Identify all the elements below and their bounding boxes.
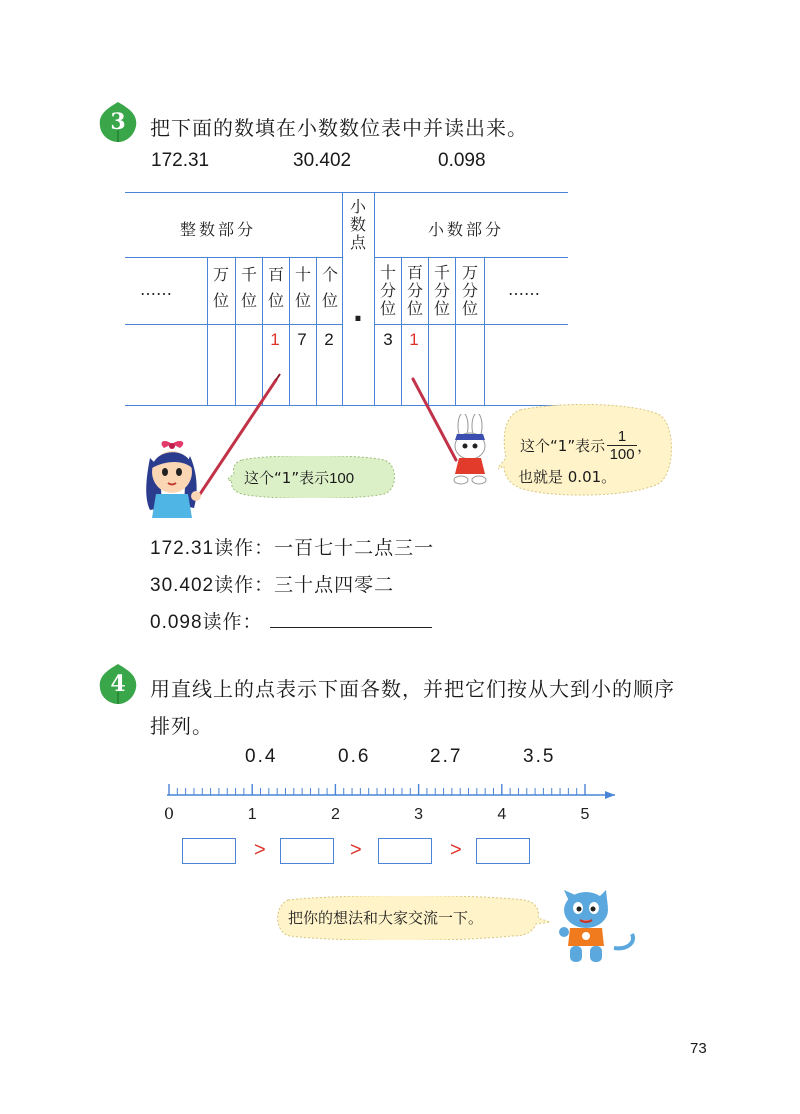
reading-line-1: 172.31读作：一百七十二点三一 (150, 537, 435, 559)
digit-tens: 7 (297, 330, 307, 349)
answer-box-3[interactable] (378, 838, 432, 864)
place-bai: 百 位 (267, 265, 284, 310)
arrow-right-icon (605, 791, 615, 799)
value-1: 0.4 (245, 746, 278, 767)
digit-hundreds: 1 (270, 330, 280, 349)
rabbit-speech-bubble-line2: 也就是 0.01。 (518, 468, 617, 486)
place-qian: 千 位 (240, 265, 257, 310)
number-line[interactable] (150, 778, 640, 826)
problem-3-instruction: 把下面的数填在小数数位表中并读出来。 (150, 116, 528, 140)
greater-than-1: > (254, 839, 266, 861)
greater-than-2: > (350, 839, 362, 861)
decimal-part-header: 小数部分 (428, 220, 505, 239)
number-2: 30.402 (293, 150, 352, 171)
problem-4-badge (96, 662, 140, 706)
place-thousandths: 千 分 位 (433, 263, 450, 318)
number-1: 172.31 (151, 150, 210, 171)
axis-label-3: 3 (414, 806, 424, 823)
number-3: 0.098 (438, 150, 486, 171)
cat-illustration (556, 880, 640, 966)
pointer-sticks (0, 0, 800, 520)
decimal-point-symbol: · (352, 302, 364, 335)
girl-speech-bubble: 这个“1”表示100 (244, 469, 355, 487)
place-shi: 十 位 (294, 265, 311, 310)
reading-answer-blank[interactable] (270, 627, 432, 628)
value-2: 0.6 (338, 746, 371, 767)
rabbit-speech-bubble-line1: 这个“1”表示 1 100 ， (520, 428, 653, 463)
answer-box-2[interactable] (280, 838, 334, 864)
rabbit-illustration (445, 414, 495, 486)
problem-4-number: 4 (110, 671, 126, 697)
decimal-point-header: 小 数 点 (349, 197, 366, 252)
axis-label-0: 0 (163, 804, 175, 823)
ellipsis-right: …… (508, 280, 540, 299)
answer-box-1[interactable] (182, 838, 236, 864)
value-4: 3.5 (523, 746, 556, 767)
place-ten-thousandths: 万 分 位 (461, 263, 478, 318)
value-3: 2.7 (430, 746, 463, 767)
axis-label-5: 5 (580, 806, 590, 823)
axis-label-4: 4 (497, 806, 507, 823)
place-tenths: 十 分 位 (379, 263, 396, 318)
problem-3-number: 3 (110, 109, 126, 135)
ellipsis-left: …… (140, 280, 172, 299)
place-ge: 个 位 (321, 265, 338, 310)
digit-hundredths: 1 (409, 330, 419, 349)
girl-illustration (136, 438, 216, 518)
integer-part-header: 整数部分 (180, 220, 257, 239)
problem-4-instruction-line2: 排列。 (150, 714, 213, 738)
reading-line-3: 0.098读作： (150, 611, 263, 633)
place-wan: 万 位 (212, 265, 229, 310)
reading-line-2: 30.402读作：三十点四零二 (150, 574, 395, 596)
fraction: 1 100 (607, 428, 637, 463)
place-hundredths: 百 分 位 (406, 263, 423, 318)
digit-ones: 2 (324, 330, 334, 349)
cat-speech-bubble: 把你的想法和大家交流一下。 (288, 909, 484, 927)
greater-than-3: > (450, 839, 462, 861)
page-number: 73 (690, 1040, 707, 1057)
axis-label-1: 1 (247, 806, 257, 823)
axis-label-2: 2 (330, 806, 340, 823)
digit-tenths: 3 (383, 330, 393, 349)
problem-4-instruction-line1: 用直线上的点表示下面各数，并把它们按从大到小的顺序 (150, 677, 675, 701)
answer-box-4[interactable] (476, 838, 530, 864)
